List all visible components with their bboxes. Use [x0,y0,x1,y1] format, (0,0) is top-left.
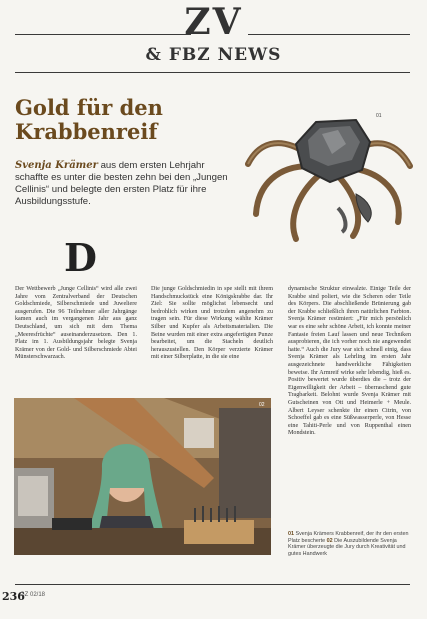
caption-number-2: 02 [326,537,333,544]
headline-line-2: Krabbenreif [15,119,158,144]
headline-line-1: Gold für den [15,95,163,120]
masthead-title: ZV [184,1,243,43]
image-caption [288,531,413,557]
apprentice-photo [14,398,271,555]
crab-image-label: 01 [376,113,382,119]
masthead-subtitle: & FBZ NEWS [145,45,282,65]
article-headline [15,96,235,144]
lead-text: aus dem ersten Lehrjahr schaffte es unter die besten zehn bei den „Jungen Cellinis“ und belegte den ersten Platz für ihre Ausbildungsstufe. [15,160,228,207]
issue-label: GZ 02/18 [20,592,46,598]
caption-text-1: Svenja Krämers Krabbenreif, der ihr den ersten Platz bescherte [288,531,409,544]
body-column-1: Der Wettbewerb „Junge Cellinis“ wird alle zwei Jahre vom Zentralverband der Deutschen Goldschmiede, Silberschmiede und Juweliere ausgerufen. Die 96 Teilnehmer aller Jahrgänge kamen auch im vergangenen Jahr aus ganz Deutschland, um sich mit dem Thema „Meeresfrüchte“ auseinanderzusetzen. Den 1. Platz im 1. Ausbildungsjahr belegte Svenja Krämer von der Gold- und Silberschmiede Abtei Münsterschwarzach. [15,286,137,361]
footer-rule [15,584,410,585]
body-column-3: dynamische Struktur einwalzte. Einige Teile der Krabbe sind poliert, wie die Scheren oder Teile des Körpers. Die abschließende Brünierung gab der Krabbe schließlich ihren natürlichen Farbton. Svenja Krämer resümiert: „Für mich persönlich war es eine sehr schöne Arbeit, ich konnte meiner Fantasie freien Lauf lassen und neue Techniken ausprobieren, die ich vorher noch nie angewendet hatte.“ Auch die Jury war sich schnell einig, dass Svenja Krämer als Lehrling im ersten Jahr ausgezeichnete handwerkliche Fähigkeiten beweise. Ihr Armreif wirke sehr lebendig, hieß es. Positiv bewertet wurde überdies die – trotz der Eigenwilligkeit der Arbeit – überraschend gute Tragbarkeit. Belohnt wurde Svenja Krämer mit Gutscheinen von Ott und Heimerle + Meule. Albert Leyser schenkte ihr einen Citrin, von Schoeffel gab es eine Süßwasserperle, von Hesse eine Tahiti-Perle und von Ruppenthal einen Mondstein. [288,286,411,437]
crab-bracelet-image [238,104,418,244]
masthead-rule-bottom [15,72,410,73]
page-number: 236 [2,590,25,603]
lead-author: Svenja Krämer [15,160,98,171]
article-lead [15,160,230,208]
photo-label: 02 [259,402,265,408]
caption-text-2: Die Auszubildende Svenja Krämer überzeugte die Jury durch Kreativität und gutes Handwerk [288,537,406,557]
body-column-2: Die junge Goldschmiedin in spe stellt mit ihrem Handschmuckstück eine Königskrabbe dar. Ihr Ziel: Sie sollte möglichst lebensecht und bedrohlich wirken und trotzdem angenehm zu tragen sein. Für diese Wirkung wählte Krämer Silber und Kupfer als Arbeitsmaterialien. Die Beine wurden mit einer extra angefertigten Punze bearbeitet, um die Stacheln deutlich herauszustellen. Den Körper verzierte Krämer mit einer Silberplatte, in die sie eine [151,286,273,361]
photo-illustration [14,398,271,555]
caption-number-1: 01 [288,531,294,537]
drop-cap: D [64,235,97,280]
